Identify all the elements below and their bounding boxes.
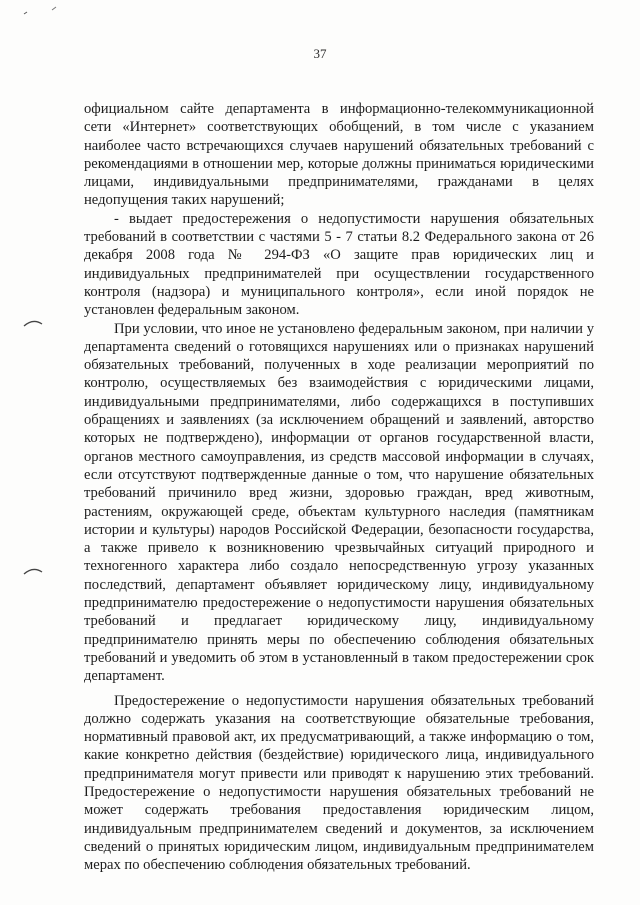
scan-corner-mark [22, 4, 62, 18]
binder-hole-mark [22, 318, 44, 328]
paragraph: При условии, что иное не установлено федеральным законом, при наличии у департамента сведений о готовящихся нарушениях или о признаках нарушений обязательных требований, полученных в ходе реализации мероприятий по контролю, осуществляемых без взаимодействия с юридическими лицами, индивидуальными предпринимателями, либо содержащихся в поступивших обращениях и заявлениях (за исключением обращений и заявлений, авторство которых не подтверждено), информации от органов государственной власти, органов местного самоуправления, из средств массовой информации в случаях, если отсутствуют подтвержденные данные о том, что нарушение обязательных требований причинило вред жизни, здоровью граждан, вред животным, растениям, окружающей среде, объектам культурного наследия (памятникам истории и культуры) народов Российской Федерации, безопасности государства, а также привело к возникновению чрезвычайных ситуаций природного и техногенного характера либо создало непосредственную угрозу указанных последствий, департамент объявляет юридическому лицу, индивидуальному предпринимателю предостережение о недопустимости нарушения обязательных требований и предлагает юридическому лицу, индивидуальному предпринимателю принять меры по обеспечению соблюдения обязательных требований и уведомить об этом в установленный в таком предостережении срок департамент. [84, 320, 594, 685]
body-text [84, 100, 594, 874]
paragraph: - выдает предостережения о недопустимости нарушения обязательных требований в соответствии с частями 5 - 7 статьи 8.2 Федерального закона от 26 декабря 2008 года № 294-ФЗ «О защите прав юридических лиц и индивидуальных предпринимателей при осуществлении государственного контроля (надзора) и муниципального контроля», если иной порядок не установлен федеральным законом. [84, 210, 594, 319]
paragraph: Предостережение о недопустимости нарушения обязательных требований должно содержать указания на соответствующие обязательные требования, нормативный правовой акт, их предусматривающий, а также информацию о том, какие конкретно действия (бездействие) юридического лица, индивидуального предпринимателя могут привести или приводят к нарушению этих требований. Предостережение о недопустимости нарушения обязательных требований не может содержать требования предоставления юридическим лицом, индивидуальным предпринимателем сведений и документов, за исключением сведений о принятых юридическим лицом, индивидуальным предпринимателем мерах по обеспечению соблюдения обязательных требований. [84, 692, 594, 874]
paragraph: официальном сайте департамента в информационно-телекоммуникационной сети «Интернет» соответствующих обобщений, в том числе с указанием наиболее часто встречающихся случаев нарушений обязательных требований с рекомендациями в отношении мер, которые должны приниматься юридическими лицами, индивидуальными предпринимателями, гражданами в целях недопущения таких нарушений; [84, 101, 594, 209]
binder-hole-mark [22, 566, 44, 576]
page-number: 37 [313, 46, 327, 61]
